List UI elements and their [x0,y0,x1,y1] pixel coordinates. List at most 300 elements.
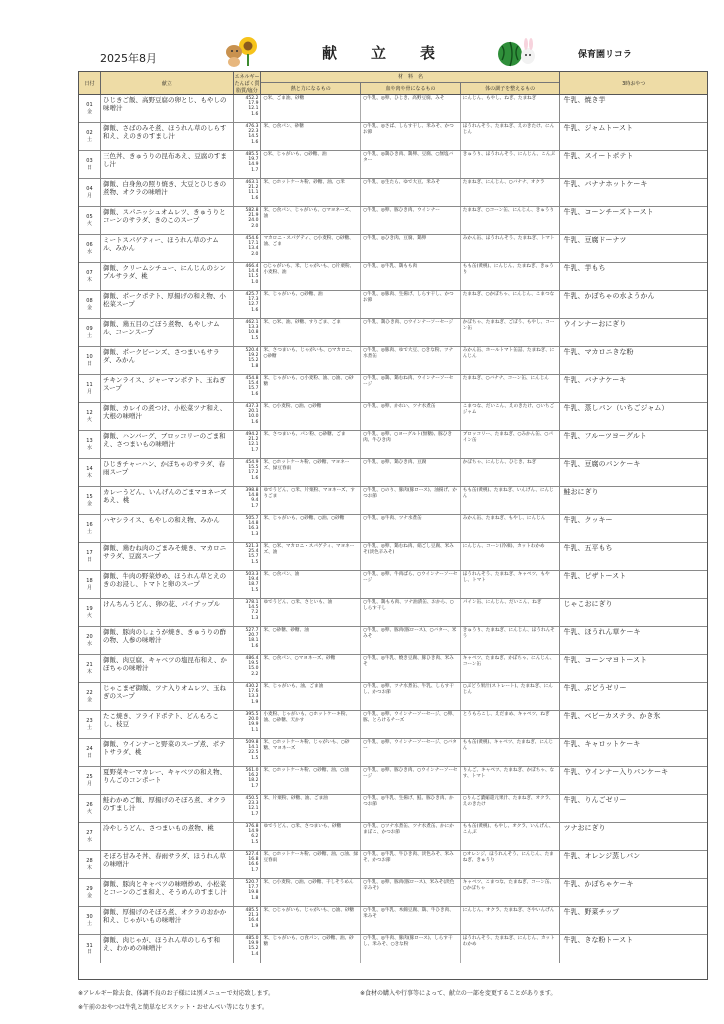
nutrition-value: 15.2 [248,358,259,364]
menu-cell: 御飯、カレイの煮つけ、小松菜ツナ和え、大根の味噌汁 [101,403,234,430]
ingredients-condition: ○オレンジ、ほうれんそう、にんじん、たまねぎ、きゅうり [462,852,554,863]
ingredients-cell [261,907,560,934]
nutrition-cell [234,767,262,794]
table-row [79,627,707,655]
weekday: 金 [86,696,92,703]
nutrition-cell [234,347,262,374]
day-cell [79,459,101,486]
nutrition-value: 1.7 [251,447,259,453]
weekday: 日 [86,360,92,367]
table-row [79,431,707,459]
nutrition-value: 2.0 [251,251,259,257]
ingredients-condition: たまねぎ、にんじん、○バナナ、オクラ [462,180,545,185]
nutrition-value: 16.3 [248,526,259,532]
ingredients-energy: 米、○小麦粉、○油、○砂糖、干しそうめん [261,879,361,906]
nutrition-value: 11.5 [248,274,259,280]
ingredients-energy: ゆでうどん、○米、さつまいも、砂糖 [261,823,361,850]
snack-cell: 牛乳、バナナホットケーキ [563,180,648,188]
menu-cell: 御飯、ポークビーンズ、さつまいもサラダ、みかん [101,347,234,374]
nutrition-value: 520.4 [245,348,259,353]
ingredients-energy: 米、○食パン、砂糖 [261,123,361,150]
footer-note-changes: ※食材の購入や行事等によって、献立の一部を変更することがあります。 [360,990,557,997]
nutrition-value: 1.6 [251,475,259,481]
nutrition-value: 462.1 [245,320,259,325]
menu-cell: じゃこまぜ御飯、ツナ入りオムレツ、玉ねぎのスープ [101,683,234,710]
weekday: 土 [86,136,92,143]
day-cell [79,851,101,878]
ingredients-cell [261,487,560,514]
nutrition-value: 15.5 [248,465,259,471]
menu-cell: 三色丼、きゅうりの昆布あえ、豆腐のすまし汁 [101,151,234,178]
weekday: 木 [86,668,92,675]
ingredients-body: ○牛乳、◎ひき肉、豆腐、鶏卵 [361,235,461,262]
day-cell [79,95,101,122]
footer-note-morning-snack: ※午前のおやつは牛乳と簡単なビスケット・おせんべい等になります。 [78,1004,268,1011]
table-row [79,543,707,571]
table-row [79,95,707,123]
nutrition-value: 1.7 [251,867,259,873]
nutrition-value: 505.7 [245,516,259,521]
ingredients-cell [261,795,560,822]
nutrition-value: 466.4 [245,264,259,269]
nutrition-value: 12.1 [248,442,259,448]
ingredients-condition: かぼちゃ、にんじん、ひじき、ねぎ [462,460,537,465]
school-name: 保育園リコラ [578,50,632,60]
menu-cell: 御飯、白身魚の照り焼き、大豆とひじきの煮物、オクラの味噌汁 [101,179,234,206]
nutrition-value: 1.0 [251,279,259,285]
ingredients-condition: きゅうり、たまねぎ、にんじん、ほうれんそう [462,628,555,639]
snack-cell: 牛乳、蒸しパン（いちごジャム） [563,404,669,412]
day-number: 13 [86,438,93,445]
day-cell [79,739,101,766]
ingredients-energy: 米、じゃがいも、○食パン、○砂糖、油、砂糖 [261,935,361,963]
day-cell [79,151,101,178]
nutrition-cell [234,123,262,150]
nutrition-value: 23.3 [248,801,259,807]
nutrition-value: 1.7 [251,811,259,817]
ingredients-body: ○牛乳、◎卵、豚肉(豚ロース)、○バター、米みそ [361,627,461,654]
day-cell [79,823,101,850]
nutrition-value: 1.6 [251,195,259,201]
ingredients-energy: ゆでうどん、○米、さといも、油 [261,599,361,626]
ingredients-cell [261,459,560,486]
nutrition-value: 14.5 [248,134,259,140]
ingredients-body: ○牛乳、◎牛乳、鶏もも肉 [361,263,461,290]
footer-note-allergy: ※アレルギー除去食、体調不良のお子様には別メニューで対応致します。 [78,990,275,997]
snack-cell: 牛乳、バナナケーキ [563,376,627,384]
table-header [79,72,707,95]
nutrition-value: 1.7 [251,167,259,173]
nutrition-value: 22.5 [248,750,259,756]
menu-cell: そぼろ甘みそ丼、春雨サラダ、ほうれん草の味噌汁 [101,851,234,878]
ingredients-body: ○牛乳、◎牛乳、生揚げ、鮭、豚ひき肉、かつお節 [361,795,461,822]
day-number: 06 [86,242,93,249]
nutrition-value: 19.9 [248,722,259,728]
ingredients-body: ○牛乳、◎牛肉、ツナ水煮缶 [361,515,461,542]
watermelon-mascot-icon [496,36,538,70]
weekday: 月 [86,192,92,199]
nutrition-value: 2.0 [251,223,259,229]
ingredients-condition: みかん缶、ホールトマト缶詰、たまねぎ、にんじん [462,348,555,359]
nutrition-value: 14.4 [248,269,259,275]
nutrition-value: 6.2 [251,834,259,840]
nutrition-value: 14.1 [248,745,259,751]
nutrition-value: 376.8 [245,824,259,829]
nutrition-cell [234,739,262,766]
table-row [79,487,707,515]
nutrition-value: 17.3 [248,297,259,303]
table-row [79,291,707,319]
table-row [79,767,707,795]
nutrition-value: 15.0 [248,666,259,672]
snack-cell: 牛乳、マカロニきな粉 [563,348,634,356]
ingredients-cell [261,739,560,766]
nutrition-value: 437.3 [245,404,259,409]
nutrition-cell [234,907,262,934]
ingredients-body: ○牛乳、○のり、豚肉(豚ロース)、油揚げ、かつお節 [361,487,461,514]
ingredients-body: ○牛乳、◎生たら、ゆで大豆、米みそ [361,179,461,206]
ingredients-condition: ほうれんそう、たまねぎ、キャベツ、もやし、トマト [462,572,550,583]
nutrition-cell [234,151,262,178]
day-cell [79,403,101,430]
ingredients-energy: 米、片栗粉、砂糖、油、ごま油 [261,795,361,822]
table-row [79,235,707,263]
menu-cell: 御飯、牛肉の野菜炒め、ほうれん草とえのきのお浸し、トマトと卵のスープ [101,571,234,598]
menu-cell: 御飯、ポークポテト、厚揚げの和え物、小松菜スープ [101,291,234,318]
ingredients-cell [261,263,560,290]
nutrition-value: 509.8 [245,740,259,745]
ingredients-body: ○牛乳、◎さば、しらす干し、米みそ、かつお節 [361,123,461,150]
nutrition-value: 454.6 [245,236,259,241]
nutrition-value: 520.7 [245,880,259,885]
ingredients-energy: ○米、じゃがいも、○砂糖、油 [261,151,361,178]
ingredients-condition: たまねぎ、○コーン缶、にんじん、きゅうり [462,208,555,213]
ingredients-cell [261,375,560,402]
snack-cell: 牛乳、焼き芋 [563,96,606,104]
weekday: 水 [86,444,92,451]
ingredients-body: ○牛乳、◎卵、牛肉ばら、○ウインナーソーセージ [361,571,461,598]
ingredients-energy: 米、じゃがいも、油、ごま油 [261,683,361,710]
menu-cell: カレーうどん、いんげんのごまマヨネーズあえ、桃 [101,487,234,514]
menu-cell: 御飯、ウインナーと野菜のスープ煮、ポテトサラダ、桃 [101,739,234,766]
nutrition-value: 527.4 [245,852,259,857]
nutrition-value: 19.2 [248,353,259,359]
nutrition-value: 13.3 [248,325,259,331]
header-ing-cond: 体の調子を整えるもの [485,85,536,92]
ingredients-condition: にんじん、オクラ、たまねぎ、さやいんげん [462,908,555,913]
nutrition-value: 15.7 [248,554,259,560]
weekday: 金 [86,108,92,115]
ingredients-energy: ○米、ごま油、砂糖 [261,95,361,122]
nutrition-value: 395.5 [245,712,259,717]
snack-cell: 牛乳、りんごゼリー [563,796,627,804]
day-cell [79,375,101,402]
table-row [79,403,707,431]
nutrition-value: 454.8 [245,376,259,381]
nutrition-value: 485.5 [245,908,259,913]
nutrition-value: 1.6 [251,139,259,145]
header-ingredients [261,72,560,94]
nutrition-value: 450.5 [245,796,259,801]
day-cell [79,291,101,318]
ingredients-cell [261,571,560,598]
nutrition-value: 16.8 [248,857,259,863]
day-cell [79,627,101,654]
ingredients-body: ○牛乳、鶏ひき肉、○ウインナーソーセージ [361,319,461,346]
ingredients-condition: ○りんご濃縮還元果汁、たまねぎ、オクラ、えのきたけ [462,796,554,807]
ingredients-energy: 米、じゃがいも、○砂糖、油 [261,291,361,318]
nutrition-value: 19.8 [248,890,259,896]
ingredients-condition: きゅうり、ほうれんそう、にんじん、こんぶ [462,152,555,157]
table-row [79,599,707,627]
nutrition-value: 494.2 [245,432,259,437]
ingredients-cell [261,431,560,458]
day-cell [79,319,101,346]
ingredients-condition: もも缶(黄桃)、にんじん、たまねぎ、きゅうり [462,264,554,275]
ingredients-condition: もも缶(黄桃)、キャベツ、たまねぎ、にんじん [462,740,554,751]
table-row [79,655,707,683]
ingredients-energy: 米、○米、油、砂糖、すりごま、ごま [261,319,361,346]
day-cell [79,487,101,514]
nutrition-value: 1.1 [251,727,259,733]
ingredients-condition: にんじん、コーン(冷凍)、カットわかめ [462,544,545,549]
snack-cell: 牛乳、クッキー [563,516,613,524]
day-number: 16 [86,522,93,529]
ingredients-body: ○牛乳、◎卵、ツナ水煮缶、牛乳、しらす干し、かつお節 [361,683,461,710]
nutrition-value: 17.2 [248,470,259,476]
nutrition-value: 1.7 [251,783,259,789]
day-number: 10 [86,354,93,361]
nutrition-value: 13.4 [248,246,259,252]
ingredients-cell [261,179,560,206]
ingredients-condition: キャベツ、こまつな、たまねぎ、コーン缶、○かぼちゃ [462,880,555,891]
nutrition-value: 561.0 [245,768,259,773]
ingredients-condition: キャベツ、たまねぎ、かぼちゃ、にんじん、コーン缶 [462,656,555,667]
menu-cell: 御飯、スパニッシュオムレツ、きゅうりとコーンのサラダ、きのこのスープ [101,207,234,234]
ingredients-energy: 米、○ホットケーキ粉、○砂糖、マヨネーズ、緑豆春雨 [261,459,361,486]
header-ing-energy: 熱と力になるもの [261,83,361,94]
table-row [79,207,707,235]
nutrition-value: 17.1 [248,241,259,247]
day-number: 25 [86,774,93,781]
nutrition-value: 521.3 [245,544,259,549]
day-cell [79,795,101,822]
nutrition-value: 527.7 [245,628,259,633]
day-number: 20 [86,634,93,641]
day-number: 02 [86,130,93,137]
table-row [79,823,707,851]
nutrition-cell [234,823,262,850]
ingredients-condition: たまねぎ、○かぼちゃ、にんじん、こまつな [462,292,555,297]
day-cell [79,683,101,710]
day-number: 11 [86,382,93,389]
ingredients-energy: 米、○ホットケーキ粉、○砂糖、油、○油 [261,767,361,794]
weekday: 土 [86,724,92,731]
nutrition-value: 1.5 [251,755,259,761]
nutrition-value: 21.2 [248,185,259,191]
ingredients-cell [261,235,560,262]
nutrition-value: 1.3 [251,615,259,621]
nutrition-cell [234,179,262,206]
ingredients-condition: もも缶(黄桃)、たまねぎ、いんげん、にんじん [462,488,554,499]
nutrition-value: 16.4 [248,918,259,924]
ingredients-body: ○牛乳、◎卵、○ヨーグルト(無糖)、豚ひき肉、牛ひき肉 [361,431,461,458]
ingredients-body: ○牛乳、◎卵、鶏ひき肉、豆腐 [361,459,461,486]
menu-cell: 鮭わかめご飯、厚揚げのそぼろ煮、オクラのすまし汁 [101,795,234,822]
nutrition-cell [234,375,262,402]
weekday: 水 [86,836,92,843]
ingredients-energy: 米、じゃがいも、○砂糖、○油、○砂糖 [261,515,361,542]
nutrition-cell [234,571,262,598]
day-cell [79,599,101,626]
nutrition-cell [234,487,262,514]
day-number: 31 [86,942,93,949]
day-cell [79,123,101,150]
table-row [79,151,707,179]
snack-cell: 牛乳、キャロットケーキ [563,740,641,748]
weekday: 日 [86,164,92,171]
snack-cell: ツナおにぎり [563,824,606,832]
ingredients-cell [261,95,560,122]
ingredients-cell [261,655,560,682]
ingredients-cell [261,935,560,963]
ingredients-energy: 米、○食パン、油 [261,571,361,598]
snack-cell: 牛乳、ピザトースト [563,572,627,580]
menu-cell: チキンライス、ジャーマンポテト、玉ねぎスープ [101,375,234,402]
ingredients-energy: ○じゃがいも、米、じゃがいも、○片栗粉、小麦粉、油 [261,263,361,290]
day-number: 17 [86,550,93,557]
nutrition-value: 9.4 [251,498,259,504]
nutrition-value: 1.5 [251,559,259,565]
weekday: 金 [86,500,92,507]
nutrition-value: 22.3 [248,129,259,135]
snack-cell: 牛乳、ベビーカステラ、かき氷 [563,712,661,720]
ingredients-energy: マカロニ・スパゲティ、○小麦粉、○砂糖、油、ごま [261,235,361,262]
nutrition-value: 19.7 [248,157,259,163]
day-number: 19 [86,606,93,613]
nutrition-value: 485.0 [245,936,259,941]
ingredients-body: ○牛乳、◎卵、豚ひき肉、ウインナー [361,207,461,234]
nutrition-value: 14.8 [248,521,259,527]
weekday: 日 [86,752,92,759]
ingredients-body: ○牛乳、◎卵、豚肉(豚ロース)、米みそ(淡色辛みそ) [361,879,461,906]
nutrition-value: 14.5 [248,605,259,611]
nutrition-value: 7.2 [251,610,259,616]
ingredients-body: ○牛乳、◎牛乳、牛ひき肉、淡色みそ、米みそ、かつお節 [361,851,461,878]
nutrition-value: 12.1 [248,106,259,112]
weekday: 火 [86,220,92,227]
ingredients-cell [261,851,560,878]
weekday: 火 [86,612,92,619]
ingredients-body: ○牛乳、◎鶏、鶏むね肉、ウインナーソーセージ [361,375,461,402]
nutrition-value: 2.2 [251,671,259,677]
nutrition-value: 1.8 [251,895,259,901]
nutrition-value: 17.9 [248,101,259,107]
menu-cell: 御飯、ハンバーグ、ブロッコリーのごま和え、さつまいもの味噌汁 [101,431,234,458]
nutrition-value: 16.6 [248,862,259,868]
nutrition-value: 452.2 [245,96,259,101]
ingredients-energy: 米、○食パン、○マヨネーズ、砂糖 [261,655,361,682]
ingredients-cell [261,207,560,234]
ingredients-energy: 小麦粉、じゃがいも、○ホットケーキ粉、油、○砂糖、天かす [261,711,361,738]
nutrition-value: 1.8 [251,363,259,369]
weekday: 水 [86,640,92,647]
nutrition-cell [234,935,262,963]
ingredients-energy: 米、さつまいも、じゃがいも、○マカロニ、○砂糖 [261,347,361,374]
nutrition-value: 1.5 [251,335,259,341]
nutrition-value: 1.5 [251,587,259,593]
nutrition-value: 378.1 [245,600,259,605]
nutrition-cell [234,655,262,682]
nutrition-value: 18.7 [248,582,259,588]
day-cell [79,571,101,598]
nutrition-cell [234,319,262,346]
table-row [79,347,707,375]
menu-cell: 御飯、肉豆腐、キャベツの塩昆布和え、かぼちゃの味噌汁 [101,655,234,682]
day-cell [79,347,101,374]
nutrition-value: 1.6 [251,111,259,117]
day-number: 01 [86,102,93,109]
table-row [79,739,707,767]
nutrition-value: 503.3 [245,572,259,577]
snack-cell: 牛乳、野菜チップ [563,908,620,916]
nutrition-cell [234,235,262,262]
snack-cell: 牛乳、スイートポテト [563,152,634,160]
menu-table [78,71,708,980]
nutrition-value: 1.9 [251,699,259,705]
ingredients-body: ○牛乳、◎卵、豚ひき肉、○ウインナーソーセージ [361,767,461,794]
nutrition-cell [234,683,262,710]
ingredients-cell [261,767,560,794]
ingredients-cell [261,823,560,850]
nutrition-value: 18.2 [248,778,259,784]
day-number: 08 [86,298,93,305]
table-row [79,319,707,347]
table-row [79,711,707,739]
table-row [79,263,707,291]
nutrition-value: 25.4 [248,549,259,555]
table-row [79,375,707,403]
ingredients-energy: 米、○砂糖、砂糖、油 [261,627,361,654]
ingredients-cell [261,347,560,374]
ingredients-condition: かぼちゃ、たまねぎ、ごぼう、もやし、コーン缶 [462,320,555,331]
nutrition-value: 463.1 [245,180,259,185]
menu-cell: ハヤシライス、もやしの和え物、みかん [101,515,234,542]
menu-cell: ひじきチャーハン、かぼちゃのサラダ、春雨スープ [101,459,234,486]
ingredients-cell [261,291,560,318]
weekday: 火 [86,808,92,815]
snack-cell: 牛乳、コーンチーズトースト [563,208,654,216]
ingredients-condition: たまねぎ、○バナナ、コーン缶、にんじん [462,376,549,381]
ingredients-condition: ブロッコリー、たまねぎ、○みかん缶、○パイン缶 [462,432,554,443]
table-row [79,935,707,963]
weekday: 土 [86,332,92,339]
nutrition-value: 16.2 [248,773,259,779]
ingredients-energy: 米、○じゃがいも、じゃがいも、○油、砂糖 [261,907,361,934]
day-number: 29 [86,886,93,893]
ingredients-body: ○牛乳、◎卵、ひじき、高野豆腐、みそ [361,95,461,122]
nutrition-cell [234,879,262,906]
nutrition-value: 476.3 [245,124,259,129]
menu-cell: 御飯、さばのみそ煮、ほうれん草のしらす和え、えのきのすまし汁 [101,123,234,150]
day-number: 26 [86,802,93,809]
snack-cell: 牛乳、かぼちゃの水ようかん [563,292,655,300]
day-cell [79,879,101,906]
menu-cell: 御飯、鶏むね肉のごまみそ焼き、マカロニサラダ、豆腐スープ [101,543,234,570]
ingredients-cell [261,879,560,906]
nutrition-value: 14.9 [248,162,259,168]
nutrition-value: 10.8 [248,330,259,336]
